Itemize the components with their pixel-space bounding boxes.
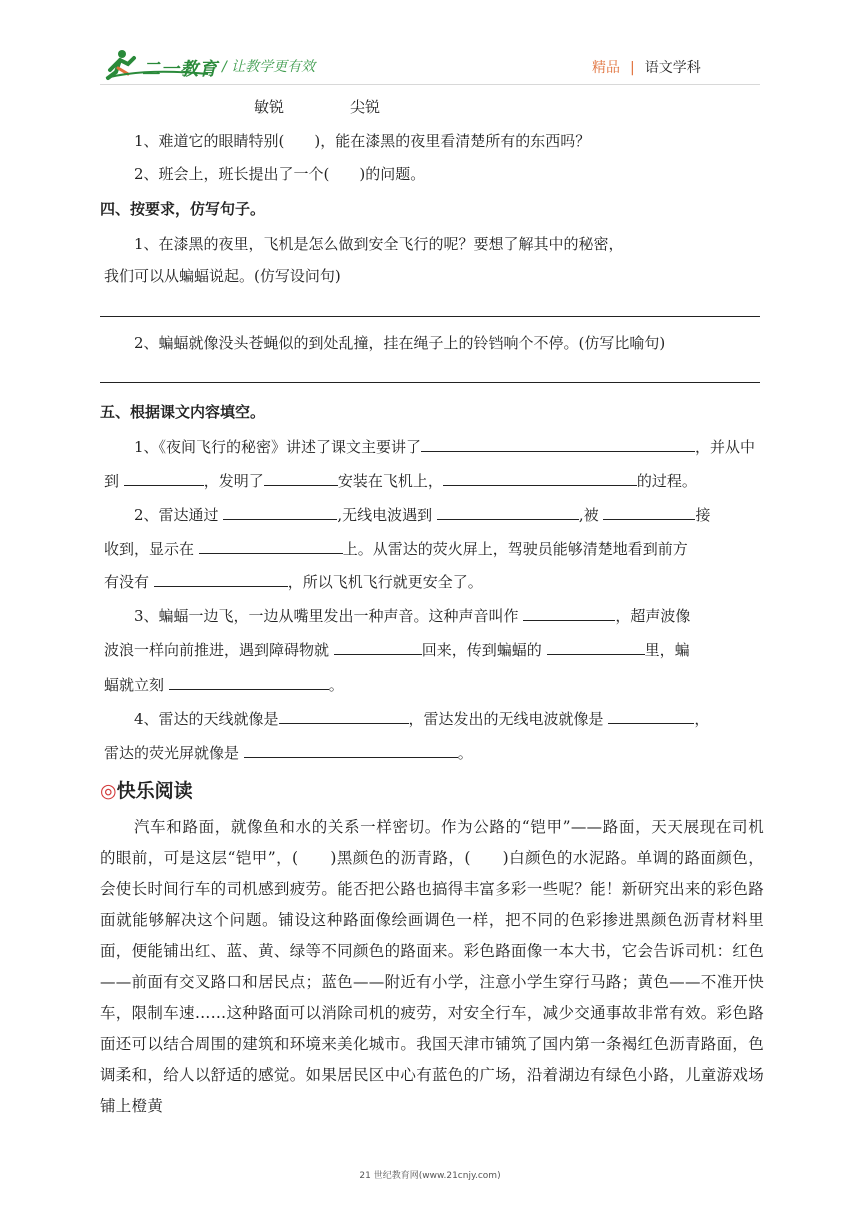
item-2-text-b: ,无线电波遇到	[337, 506, 433, 524]
item-2-line-2	[104, 537, 688, 559]
item-3-text-f: 蝠就立刻	[104, 676, 165, 694]
item-3-line-2	[104, 638, 690, 660]
blank-4-1[interactable]	[279, 707, 409, 724]
item-1-line-1	[134, 435, 755, 457]
item-2-text-g: 有没有	[104, 573, 150, 591]
blank-1-1[interactable]	[421, 435, 695, 452]
blank-3-2[interactable]	[334, 638, 422, 655]
blank-2-5[interactable]	[154, 570, 288, 587]
item-3-text-g: 。	[328, 676, 344, 694]
subject-label: 语文学科	[644, 60, 701, 76]
header-divider	[100, 84, 760, 85]
blank-1-3[interactable]	[264, 469, 338, 486]
blank-2-2[interactable]	[437, 503, 579, 520]
item-2-text-h: ，所以飞机飞行就更安全了。	[287, 573, 483, 591]
item-1-text-e: 安装在飞机上，	[337, 472, 443, 490]
item-1-text-d: ，发明了	[203, 472, 264, 490]
item-3-text-a: 3、蝙蝠一边飞，一边从嘴里发出一种声音。这种声音叫作	[134, 607, 519, 625]
blank-2-4[interactable]	[199, 537, 343, 554]
section-5-title: 五、根据课文内容填空。	[100, 403, 266, 421]
item-2-text-a: 2、雷达通过	[134, 506, 219, 524]
item-4-text-d: 雷达的荧光屏就像是	[104, 744, 240, 762]
blank-3-1[interactable]	[523, 604, 615, 621]
item-2-text-f: 上。从雷达的荧火屏上，驾驶员能够清楚地看到前方	[342, 540, 688, 558]
blank-1-2[interactable]	[124, 469, 204, 486]
blank-3-4[interactable]	[169, 673, 329, 690]
fill-sentence-2: 2、班会上，班长提出了一个( )的问题。	[134, 165, 426, 183]
answer-line-2[interactable]	[100, 382, 760, 383]
fill-sentence-1: 1、难道它的眼睛特别( )，能在漆黑的夜里看清楚所有的东西吗？	[134, 132, 591, 150]
item-2-line-1	[134, 503, 710, 525]
item-1-text-c: 到	[104, 472, 120, 490]
word-option-1: 敏锐	[254, 98, 285, 116]
header-right	[592, 57, 701, 77]
reading-title	[100, 776, 193, 803]
header-separator: |	[630, 60, 635, 76]
item-4-line-2	[104, 741, 473, 763]
item-4-text-e: 。	[457, 744, 473, 762]
rewrite-1-line-2: 我们可以从蝙蝠说起。(仿写设问句)	[104, 267, 341, 285]
footer: 21 世纪教育网(www.21cnjy.com)	[359, 1171, 501, 1181]
item-4-text-c: ，	[694, 710, 710, 728]
blank-2-3[interactable]	[603, 503, 695, 520]
item-2-text-c: ,被	[578, 506, 599, 524]
item-1-line-2	[104, 469, 697, 491]
item-2-text-e: 收到，显示在	[104, 540, 195, 558]
reading-title-text: 快乐阅读	[116, 780, 193, 802]
rewrite-1-line-1: 1、在漆黑的夜里，飞机是怎么做到安全飞行的呢？要想了解其中的秘密，	[134, 235, 624, 253]
item-3-text-b: ，超声波像	[615, 607, 691, 625]
item-4-text-b: ，雷达发出的无线电波就像是	[408, 710, 604, 728]
reading-paragraph: 汽车和路面，就像鱼和水的关系一样密切。作为公路的“铠甲”——路面，天天展现在司机的眼前，可是这层“铠甲”，( )黑颜色的沥青路，( )白颜色的水泥路。单调的路面颜色，会使长时间行车的司机感到疲劳。能否把公路也搞得丰富多彩一些呢？能！新研究出来的彩色路面就能够解决这个问题。铺设这种路面像绘画调色一样，把不同的色彩掺进黑颜色沥青材料里面，便能铺出红、蓝、黄、绿等不同颜色的路面来。彩色路面像一本大书，它会告诉司机：红色——前面有交叉路口和居民点；蓝色——附近有小学，注意小学生穿行马路；黄色——不准开快车，限制车速……这种路面可以消除司机的疲劳，对安全行车，减少交通事故非常有效。彩色路面还可以结合周围的建筑和环境来美化城市。我国天津市铺筑了国内第一条褐红色沥青路面，色调柔和，给人以舒适的感觉。如果居民区中心有蓝色的广场，沿着湖边有绿色小路，儿童游戏场铺上橙黄	[100, 818, 764, 1115]
blank-3-3[interactable]	[547, 638, 645, 655]
rewrite-2: 2、蝙蝠就像没头苍蝇似的到处乱撞，挂在绳子上的铃铛响个不停。(仿写比喻句)	[134, 334, 666, 352]
item-2-text-d: 接	[695, 506, 711, 524]
item-1-text-a: 1、《夜间飞行的秘密》讲述了课文主要讲了	[134, 438, 422, 456]
quality-label: 精品	[592, 60, 620, 76]
answer-line-1[interactable]	[100, 316, 760, 317]
item-3-text-d: 回来，传到蝙蝠的	[421, 641, 542, 659]
slogan: / 让教学更有效	[222, 59, 316, 75]
section-4-title: 四、按要求，仿写句子。	[100, 200, 266, 218]
item-1-text-f: 的过程。	[636, 472, 697, 490]
bullet-icon: ◎	[100, 780, 117, 802]
item-3-line-1	[134, 604, 690, 626]
item-2-line-3	[104, 570, 483, 592]
brand-name: 二一教育	[142, 59, 218, 80]
blank-4-3[interactable]	[244, 741, 458, 758]
item-4-text-a: 4、雷达的天线就像是	[134, 710, 279, 728]
item-3-text-c: 波浪一样向前推进，遇到障碍物就	[104, 641, 330, 659]
item-3-text-e: 里，蝙	[644, 641, 690, 659]
word-option-2: 尖锐	[350, 98, 381, 116]
blank-1-4[interactable]	[443, 469, 637, 486]
item-4-line-1	[134, 707, 709, 729]
item-1-text-b: ，并从中	[695, 438, 756, 456]
blank-4-2[interactable]	[608, 707, 694, 724]
blank-2-1[interactable]	[223, 503, 337, 520]
item-3-line-3	[104, 673, 344, 695]
